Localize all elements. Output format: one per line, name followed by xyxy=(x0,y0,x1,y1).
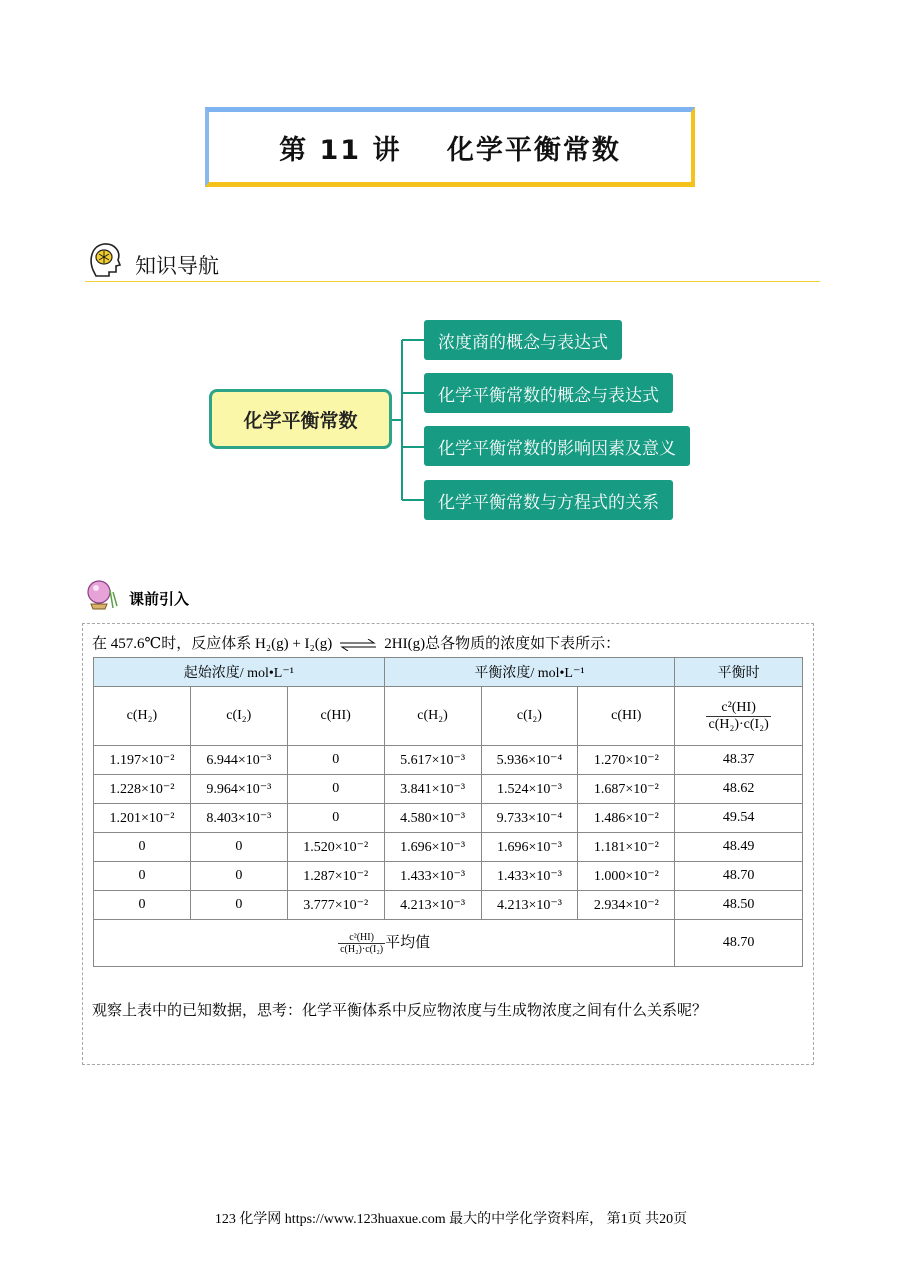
table-cell: 1.524×10⁻³ xyxy=(481,775,578,804)
concentration-table xyxy=(93,657,803,967)
table-cell: 6.944×10⁻³ xyxy=(190,746,287,775)
table-cell: 0 xyxy=(190,891,287,920)
column-header: c(I₂) xyxy=(481,687,578,746)
title-banner xyxy=(205,107,695,187)
table-cell: 0 xyxy=(190,833,287,862)
table-cell: 1.433×10⁻³ xyxy=(481,862,578,891)
average-fraction: $\frac{\text{c²(HI)}}{\text{c(H₂)·c(I₂)}}$ xyxy=(340,932,384,956)
average-label: 平均值 xyxy=(385,934,431,951)
table-cell: 2.934×10⁻² xyxy=(578,891,675,920)
column-header: c(I₂) xyxy=(190,687,287,746)
column-header: c(HI) xyxy=(287,687,384,746)
table-cell: 48.62 xyxy=(675,775,803,804)
table-cell: 9.733×10⁻⁴ xyxy=(481,804,578,833)
average-label-cell xyxy=(94,920,675,967)
ratio-fraction: $\frac{\text{c²(HI)}}{\text{c(H₂)·c(I₂)}}$ xyxy=(708,699,769,732)
table-cell: 1.201×10⁻² xyxy=(94,804,191,833)
table-cell: 0 xyxy=(287,804,384,833)
table-cell: 0 xyxy=(287,775,384,804)
column-header: c(H₂) xyxy=(94,687,191,746)
intro-text: 在 457.6℃时，反应体系 H₂(g) + I₂(g) 2HI(g)总各物质的浓度如下表所示： xyxy=(92,636,621,652)
table-row xyxy=(94,833,803,862)
page-footer: 123 化学网 https://www.123huaxue.com 最大的中学化学资料库， 第1页 共20页 xyxy=(214,1212,688,1227)
table-cell: 1.197×10⁻² xyxy=(94,746,191,775)
table-cell: 9.964×10⁻³ xyxy=(190,775,287,804)
question-text: 观察上表中的已知数据，思考：化学平衡体系中反应物浓度与生成物浓度之间有什么关系呢？ xyxy=(92,1001,708,1019)
column-header: c(H₂) xyxy=(384,687,481,746)
table-sub-header xyxy=(94,687,803,746)
table-group-header xyxy=(94,658,803,687)
mindmap-node: 浓度商的概念与表达式 xyxy=(424,320,622,360)
table-cell: 48.50 xyxy=(675,891,803,920)
table-cell: 3.841×10⁻³ xyxy=(384,775,481,804)
table-cell: 5.936×10⁻⁴ xyxy=(481,746,578,775)
table-cell: 1.228×10⁻² xyxy=(94,775,191,804)
table-cell: 48.49 xyxy=(675,833,803,862)
table-row xyxy=(94,775,803,804)
table-cell: 1.520×10⁻² xyxy=(287,833,384,862)
equilibrium-arrow-icon xyxy=(338,639,378,651)
table-row xyxy=(94,891,803,920)
mindmap-node: 化学平衡常数与方程式的关系 xyxy=(424,480,673,520)
section-divider xyxy=(85,281,820,282)
mindmap-node: 化学平衡常数的影响因素及意义 xyxy=(424,426,690,466)
table-cell: 1.486×10⁻² xyxy=(578,804,675,833)
column-header: c(HI) xyxy=(578,687,675,746)
average-row xyxy=(94,920,803,967)
table-cell: 8.403×10⁻³ xyxy=(190,804,287,833)
table-cell: 0 xyxy=(287,746,384,775)
table-cell: 0 xyxy=(94,833,191,862)
table-cell: 4.580×10⁻³ xyxy=(384,804,481,833)
table-cell: 48.37 xyxy=(675,746,803,775)
equilibrium-concentration-header: 平衡浓度/ mol•L⁻¹ xyxy=(384,658,675,687)
table-cell: 1.696×10⁻³ xyxy=(384,833,481,862)
equation-left: H₂(g) + I₂(g) xyxy=(255,636,333,652)
table-cell: 1.687×10⁻² xyxy=(578,775,675,804)
table-cell: 49.54 xyxy=(675,804,803,833)
ratio-header xyxy=(675,687,803,746)
mindmap-node: 化学平衡常数的概念与表达式 xyxy=(424,373,673,413)
at-equilibrium-header: 平衡时 xyxy=(675,658,803,687)
table-cell: 5.617×10⁻³ xyxy=(384,746,481,775)
lecture-topic: 化学平衡常数 xyxy=(446,134,621,166)
table-cell: 4.213×10⁻³ xyxy=(481,891,578,920)
crystal-ball-icon xyxy=(85,578,121,614)
table-row xyxy=(94,746,803,775)
section-title: 课前引入 xyxy=(129,590,190,608)
average-value: 48.70 xyxy=(675,920,803,967)
table-cell: 0 xyxy=(190,862,287,891)
section-title: 知识导航 xyxy=(135,254,219,278)
table-cell: 0 xyxy=(94,891,191,920)
initial-concentration-header: 起始浓度/ mol•L⁻¹ xyxy=(94,658,385,687)
table-row xyxy=(94,862,803,891)
table-cell: 1.270×10⁻² xyxy=(578,746,675,775)
table-row xyxy=(94,804,803,833)
table-cell: 1.181×10⁻² xyxy=(578,833,675,862)
table-cell: 0 xyxy=(94,862,191,891)
table-cell: 1.696×10⁻³ xyxy=(481,833,578,862)
table-cell: 1.287×10⁻² xyxy=(287,862,384,891)
equation-right: 2HI(g) xyxy=(384,636,426,652)
section-knowledge-navigation xyxy=(85,238,820,284)
table-cell: 3.777×10⁻² xyxy=(287,891,384,920)
head-brain-icon xyxy=(87,240,123,278)
table-cell: 1.000×10⁻² xyxy=(578,862,675,891)
table-cell: 1.433×10⁻³ xyxy=(384,862,481,891)
table-cell: 48.70 xyxy=(675,862,803,891)
mindmap-center-node: 化学平衡常数 xyxy=(209,389,392,449)
lecture-number: 第 11 讲 xyxy=(279,134,402,166)
table-cell: 4.213×10⁻³ xyxy=(384,891,481,920)
